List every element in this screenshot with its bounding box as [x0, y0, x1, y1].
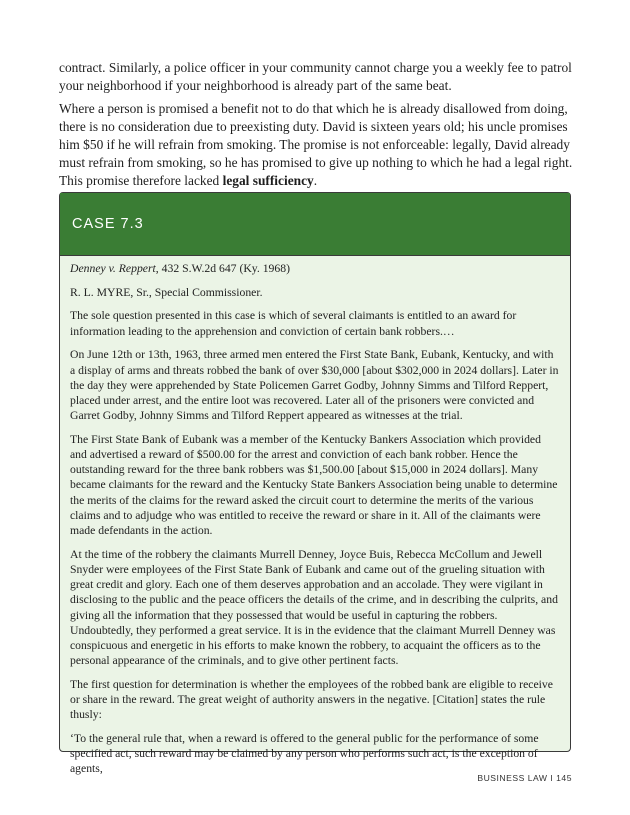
case-title: CASE 7.3	[60, 193, 570, 256]
body-paragraph-2	[59, 100, 574, 200]
case-paragraph: At the time of the robbery the claimants Murrell Denney, Joyce Buis, Rebecca McCollum and Jewell Snyder were employees of the First State Bank of Eubank and came out of the grueling situation with great credit and glory. Each one of them deserves approbation and an accolade. They were vigilant in disclosing to the public and the peace officers the details of the crime, and in describing the culprits, and giving all the information that they possessed that would be useful in capturing the robbers. Undoubtedly, they performed a great service. It is in the evidence that the claimant Murrell Denney was conspicuous and energetic in his efforts to make known the robbery, to acquaint the officers as to the personal appearance of the criminals, and to give other pertinent facts.	[70, 547, 558, 668]
case-box	[59, 192, 571, 776]
body-paragraph-1	[59, 59, 574, 105]
page-footer: BUSINESS LAW I 145	[477, 773, 572, 783]
case-body	[60, 256, 570, 777]
case-paragraph: On June 12th or 13th, 1963, three armed men entered the First State Bank, Eubank, Kentucky, and with a display of arms and threats robbed the bank of over $30,000 [about $302,000 in 2024 dollars]. Later in the day they were apprehended by State Policemen Garret Godby, Johnny Simms and Tilford Reppert, placed under arrest, and the entire loot was recovered. Later all of the prisoners were convicted and Garret Godby, Johnny Simms and Tilford Reppert appeared as witnesses at the trial.	[70, 348, 559, 423]
case-citation-rest: , 432 S.W.2d 647 (Ky. 1968)	[155, 262, 290, 275]
case-paragraph: The First State Bank of Eubank was a member of the Kentucky Bankers Association which provided and advertised a reward of $500.00 for the arrest and conviction of each bank robber. Hence the outstanding reward for the three bank robbers was $1,500.00 [about $15,000 in 2024 dollars]. Many became claimants for the reward and the Kentucky State Bankers Association being unable to determine the merits of the claims for the reward asked the circuit court to determine the merits of the various claims and to adjudge who was entitled to receive the reward or share in it. All of the claimants were made defendants in the action.	[70, 432, 558, 538]
case-paragraph: The sole question presented in this case is which of several claimants is entitled to an award for information leading to the apprehension and conviction of certain bank robbers.…	[70, 309, 517, 338]
case-citation	[70, 261, 560, 276]
case-paragraph: ‘To the general rule that, when a reward is offered to the general public for the performance of some specified act, such reward may be claimed by any person who performs such act, is the exception of agents,	[70, 731, 539, 776]
legal-sufficiency-term: legal sufficiency	[222, 173, 314, 188]
case-paragraph: R. L. MYRE, Sr., Special Commissioner.	[70, 285, 263, 299]
case-paragraph: The first question for determination is whether the employees of the robbed bank are eligible to receive or share in the reward. The great weight of authority answers in the negative. [Citation] states the rule thusly:	[70, 677, 553, 722]
paragraph-text	[59, 100, 574, 190]
paragraph-end: .	[313, 173, 318, 188]
paragraph-main: Where a person is promised a benefit not to do that which he is already disallowed from doing, there is no consideration due to preexisting duty. David is sixteen years old; his uncle promises him $50 if he will refrain from smoking. The promise is not enforceable: legally, David already must refrain from smoking, so he has promised to give up nothing to which he had a legal right. This promise therefore lacked	[59, 101, 573, 188]
paragraph-text: contract. Similarly, a police officer in your community cannot charge you a weekly fee to patrol your neighborhood if your neighborhood is already part of the same beat.	[59, 60, 572, 93]
case-citation-name: Denney v. Reppert	[70, 262, 156, 275]
